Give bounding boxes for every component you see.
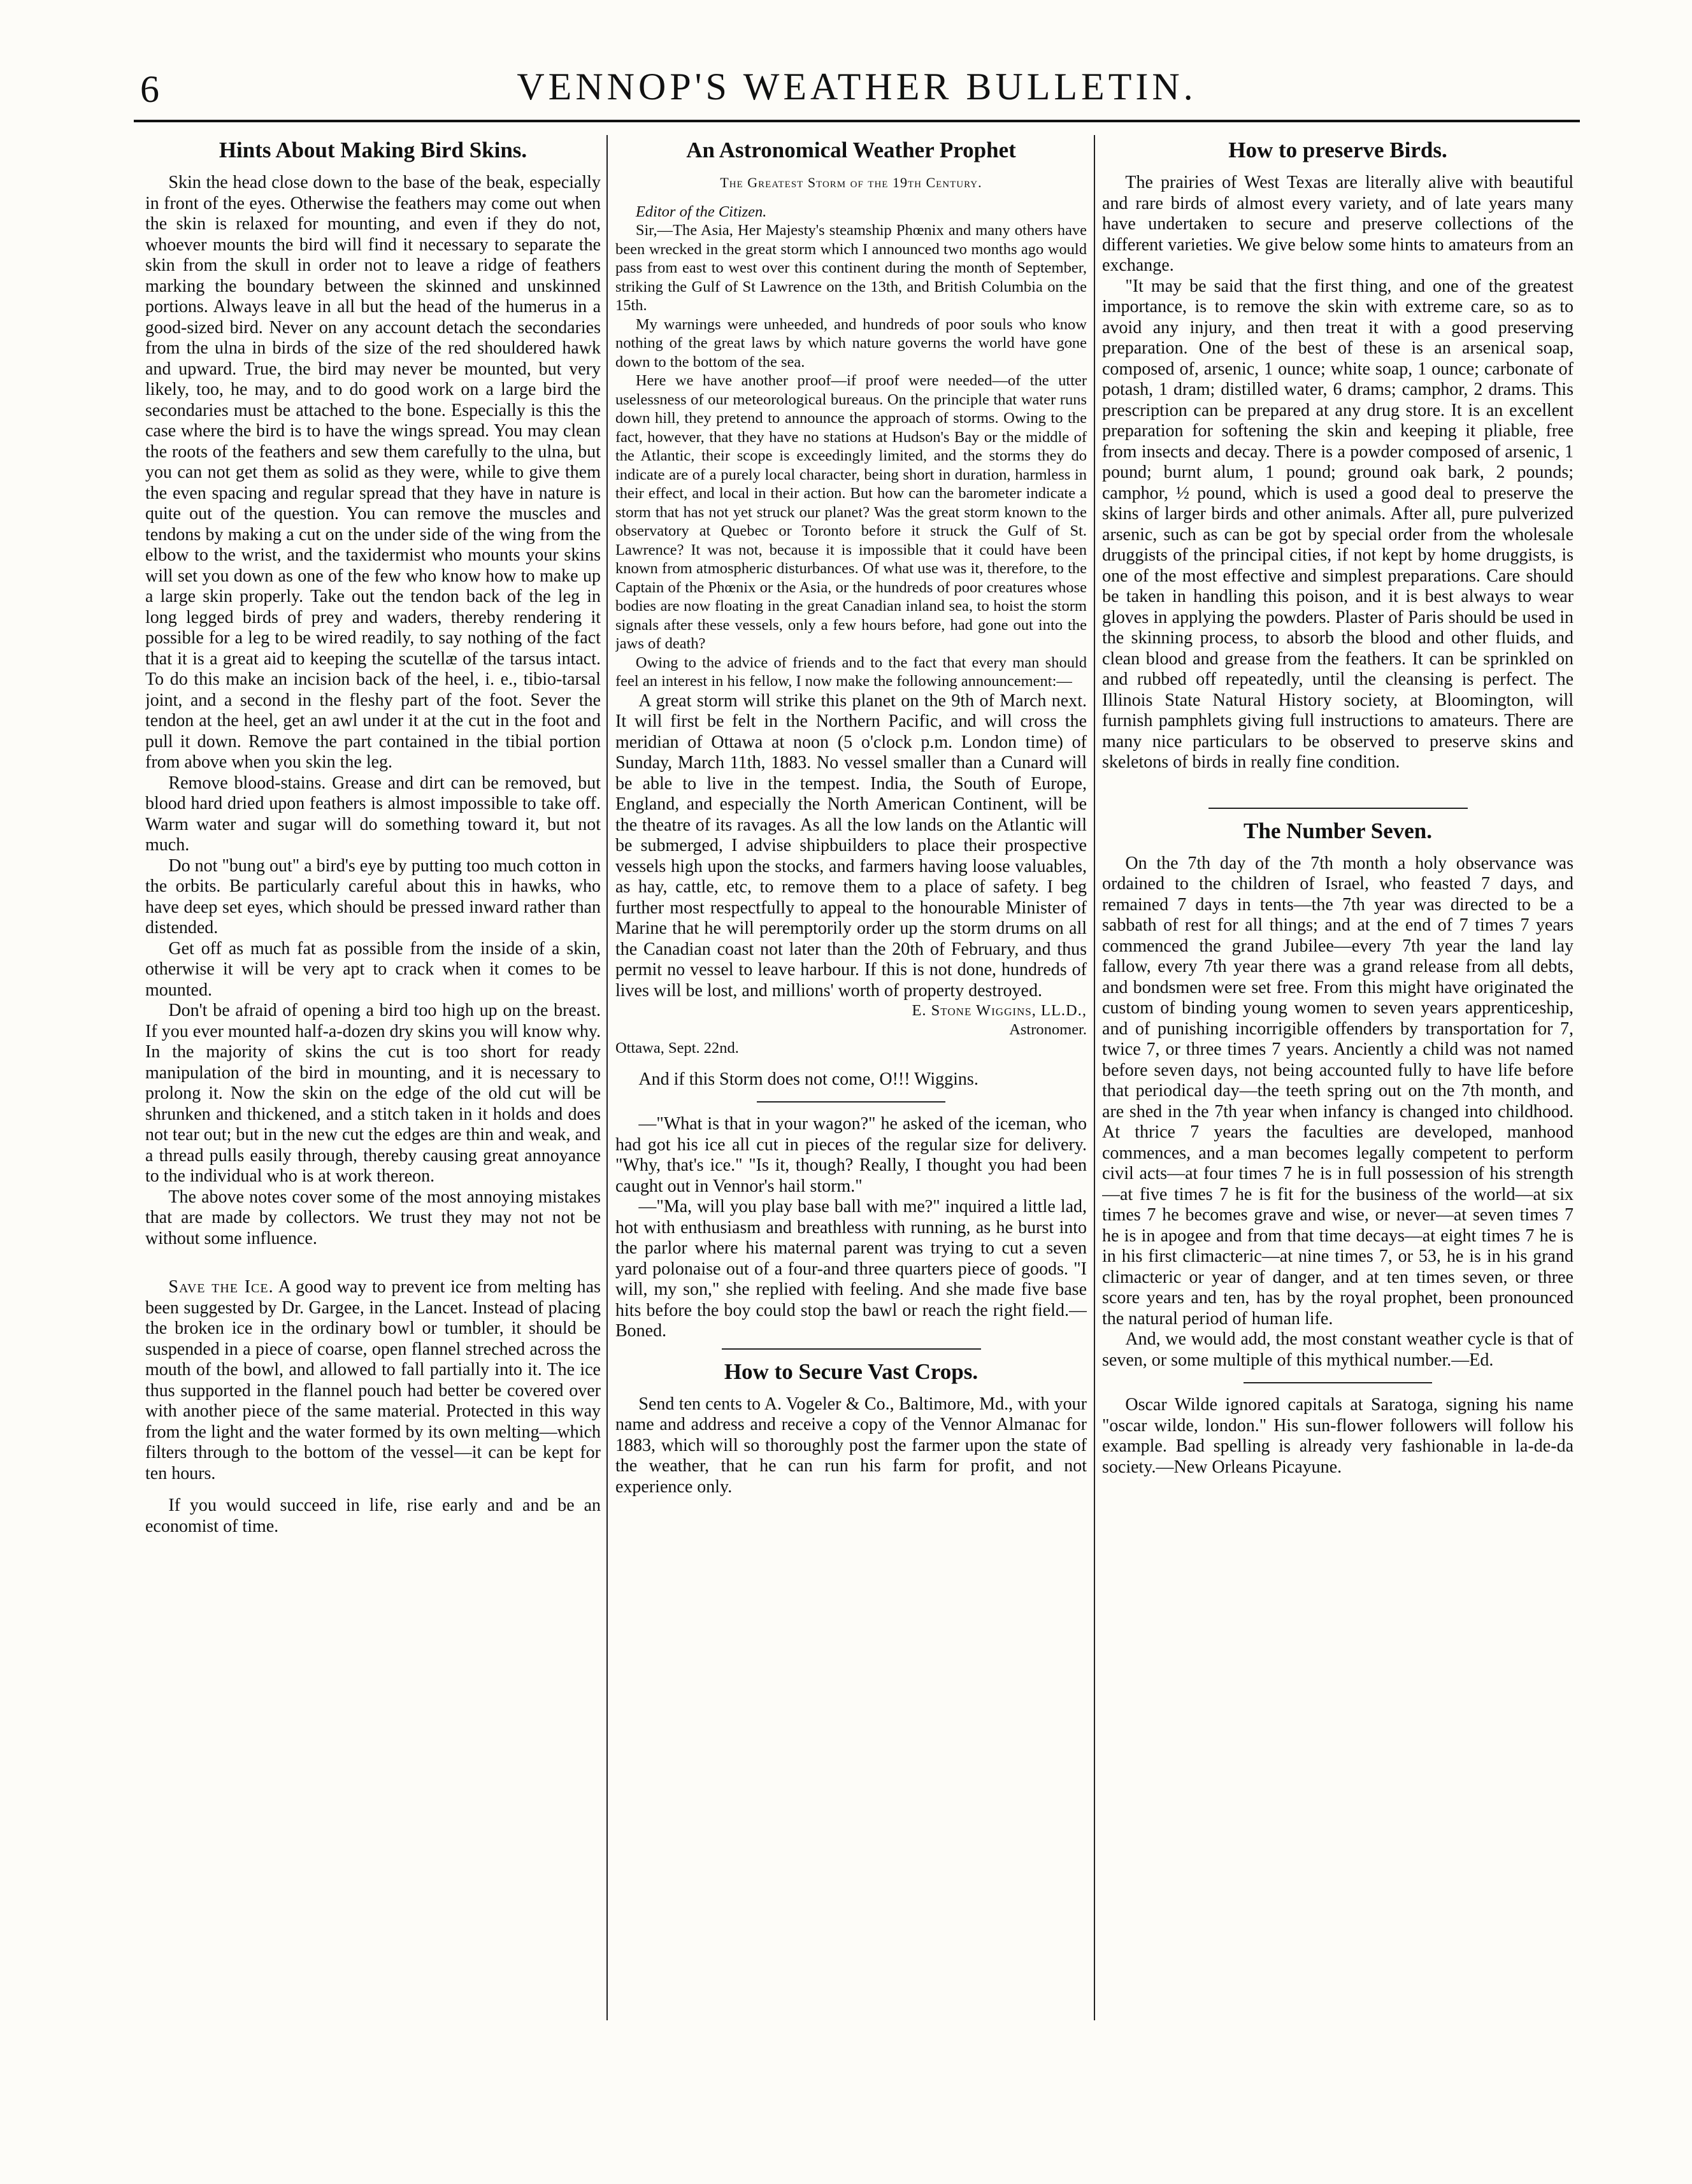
signature-title: Astronomer. [1009,1020,1087,1038]
newspaper-title: VENNOP'S WEATHER BULLETIN. [517,66,1197,108]
ice-paragraph [145,1277,601,1484]
divider-rule [1208,808,1468,809]
column-divider-left [606,135,608,2020]
column-middle [615,137,1087,2035]
column-divider-right [1094,135,1095,2020]
divider-rule [1244,1382,1432,1383]
paragraph: "It may be said that the first thing, and one of the greatest importance, is to remove the skin with extreme care, so as to avoid any injury, and then treat it with a good preserving preparation. One of the best of these is an arsenical soap, composed of, arsenic, 1 ounce; white soap, 1 ounce; carbonate of potash, 1 dram; distilled water, 6 drams; camphor, 2 drams. This prescription can be prepared at any drug store. It is an excellent preparation for softening the skin and keeping it pliable, free from insects and decay. There is a powder composed of arsenic, 1 pound; burnt alum, 1 pound; ground oak bark, 2 pounds; camphor, ½ pound, which is used a good deal to preserve the skins of larger birds and other animals. After all, pure pulverized arsenic, such as can be got by special order from the wholesale druggists of the principal cities, if not kept by home druggists, is one of the most effective and simplest preparations. Care should be taken in handling this poison, and it is best always to wear gloves in applying the powders. Plaster of Paris should be used in the skinning process, to absorb the blood and other fluids, and clean blood and grease from the feathers. It can be sprinkled on and rubbed off repeatedly, until the cleansing is perfect. The Illinois State Natural History society, at Bloomington, will furnish pamphlets giving full instructions to amateurs. There are many nice particulars to be observed to preserve skins and skeletons of birds in really fine condition. [1102,276,1574,772]
paragraph: Get off as much fat as possible from the inside of a skin, otherwise it will be very apt to crack when it comes to be mounted. [145,938,601,1000]
paragraph: The above notes cover some of the most annoying mistakes that are made by collectors. We trust they may not not be without some influence. [145,1187,601,1248]
paragraph: The prairies of West Texas are literally alive with beautiful and rare birds of almost every variety, and of late years many have undertaken to secure and preserve collections of the different varieties. We give below some hints to amateurs from an exchange. [1102,173,1574,275]
letter-paragraph: Here we have another proof—if proof were needed—of the utter uselessness of our meteorological bureaus. On the principle that water runs down hill, they pretend to announce the approach of storms. Owing to the fact, however, that they have no stations at Hudson's Bay or the middle of the Atlantic, their scope is exceedingly limited, and the storms they do indicate are of a purely local character, being short in duration, harmless in their effect, and local in their action. But how can the barometer indicate a storm that has not yet struck our planet? Was the great storm known to the observatory at Quebec or Toronto before it struck the Gulf of St. Lawrence? It was not, because it is impossible that it could have been known from atmospheric disturbances. Of what use was it, therefore, to the Captain of the Phœnix or the Asia, or the hundreds of poor creatures whose bodies are now floating in the great Canadian inland sea, to hoist the storm signals after these vessels, only a few hours before, had gone out into the jaws of death? [615,372,1087,652]
page-number: 6 [140,68,159,110]
article-heading-bird-skins: Hints About Making Bird Skins. [219,138,527,162]
article-heading-weather-prophet: An Astronomical Weather Prophet [686,138,1016,162]
ice-lead: Save the Ice. [168,1277,274,1297]
letter-paragraph: Sir,—The Asia, Her Majesty's steamship Phœnix and many others have been wrecked in the great storm which I announced two months ago would pass from east to west over this continent during the month of September, striking the Gulf of St Lawrence on the 13th, and British Columbia on the 15th. [615,222,1087,314]
column-right [1102,137,1574,1908]
letter-paragraph: My warnings were unheeded, and hundreds of poor souls who know nothing of the great laws by which nature governs the world have gone down to the bottom of the sea. [615,315,1087,371]
paragraph: Skin the head close down to the base of the beak, especially in front of the eyes. Otherwise the feathers may come out when the skin is relaxed for mounting, and even if they do not, whoever mounts the bird will find it necessary to separate the skin from the skull in order not to leave a ridge of feathers marking the boundary between the skinned and unskinned portions. Always leave in all but the head of the humerus in a good-sized bird. Never on any account detach the secondaries from the ulna in birds of the size of the red shouldered hawk and upward. True, the bird may never be mounted, but very likely, too, he may, and to do good work on a large bird the secondaries must be attached to the bone. Especially is this the case where the bird is to have the wings spread. You may clean the roots of the feathers and sew them carefully to the ulna, but you can not get them as solid as they were, while to give them the even spacing and regular spread that they have in nature is quite out of the question. You can remove the muscles and tendons by making a cut on the under side of the wing from the elbow to the wrist, and the taxidermist who mounts your skins will set you down as one of the few who know how to make up a large skin properly. Take out the tendon back of the leg in long legged birds of prey and waders, thereby rendering it possible for a leg to be wired readily, to say nothing of the fact that it is a great aid to keeping the scutellæ of the tarsus intact. To do this make an incision back of the heel, i. e., tibio-tarsal joint, and a second in the fleshy part of the foot. Sever the tendon at the heel, get an awl under it at the cut in the foot and pull it down. Remove the part contained in the tibial portion from above when you skin the leg. [145,173,601,772]
divider-rule [722,1348,981,1350]
column-left [145,137,601,2035]
signature: E. Stone Wiggins, LL.D., [912,1002,1087,1019]
letter-paragraph: Owing to the advice of friends and to the fact that every man should feel an interest in his fellow, I now make the following announcement:— [615,653,1087,690]
editor-note: And if this Storm does not come, O!!! Wiggins. [638,1069,979,1089]
article-heading-preserve-birds: How to preserve Birds. [1228,138,1447,162]
article-heading-number-seven: The Number Seven. [1244,818,1432,843]
article-heading-vast-crops: How to Secure Vast Crops. [724,1359,979,1384]
article-dek: The Greatest Storm of the 19th Century. [720,175,982,190]
divider-rule [757,1101,945,1103]
dateline: Ottawa, Sept. 22nd. [615,1039,739,1057]
storm-announcement: A great storm will strike this planet on the 9th of March next. It will first be felt in the Northern Pacific, and will cross the meridian of Ottawa at noon (5 o'clock p.m. London time) of Sunday, March 11th, 1883. No vessel smaller than a Cunard will be able to live in the tempest. India, the South of Europe, England, and especially the North American Continent, will be the theatre of its ravages. As all the low lands on the Atlantic will be submerged, I advise shipbuilders to place their prospective vessels high upon the stocks, and farmers having loose valuables, as hay, cattle, etc, to remove them to a place of safety. I beg further most respectfully to appeal to the honourable Minister of Marine that he will peremptorily order up the storm drums on all the Canadian coast not later than the 20th of February, and thus permit no vessel to leave harbour. If this is not done, hundreds of lives will be lost, and millions' worth of property destroyed. [615,690,1087,1001]
paragraph: And, we would add, the most constant weather cycle is that of seven, or some multiple of this mythical number.—Ed. [1102,1329,1574,1370]
closing-line: If you would succeed in life, rise early and and be an economist of time. [145,1495,601,1536]
paragraph: Do not "bung out" a bird's eye by putting too much cotton in the orbits. Be particularly careful about this in hawks, who have deep set eyes, which should be pressed inward rather than distended. [145,855,601,938]
paragraph: Remove blood-stains. Grease and dirt can be removed, but blood hard dried upon feathers is almost impossible to take off. Warm water and sugar will do something toward it, but not much. [145,773,601,855]
paragraph: On the 7th day of the 7th month a holy observance was ordained to the children of Israel, who feasted 7 days, and remained 7 days in tents—the 7th year was directed to be a sabbath of rest for all things; and at the end of 7 times 7 years commenced the grand Jubilee—every 7th year the land lay fallow, every 7th year there was a grand release from all debts, and bondsmen were set free. From this might have originated the custom of binding young women to seven years apprenticeship, and of punishing incorrigible offenders by transportation for 7, twice 7, or three times 7 years. Anciently a child was not named before seven days, not being accounted fully to have life before that periodical day—the teeth spring out on the 7th month, and are shed in the 7th year when infancy is changed into childhood. At thrice 7 years the faculties are developed, manhood commences, and a man becomes legally competent to perform civil acts—at four times 7 he is in full possession of his strength—at five times 7 he is fit for the business of the world—at six times 7 he becomes grave and wise, or never—at seven times 7 he is in apogee and from that time decays—at eight times 7 he is in his first climacteric—at nine times 7, or 53, he is in his grand climacteric or year of danger, and at ten times seven, or three score years and ten, has by the royal prophet, been pronounced the natural period of human life. [1102,853,1574,1329]
paragraph: Don't be afraid of opening a bird too high up on the breast. If you ever mounted half-a-dozen dry skins you will know why. In the majority of skins the cut is too short for ready manipulation of the bird in mounting, and it is necessary to prolong it. Now the skin on the edge of the old cut will be shrunken and thickened, and a stitch taken in it holds and does not tear out; but in the new cut the edges are thin and weak, and a thread pulls easily through, thereby causing great annoyance to the individual who is at work thereon. [145,1001,601,1186]
masthead [127,64,1586,125]
joke-paragraph: —"What is that in your wagon?" he asked of the iceman, who had got his ice all cut in pieces of the regular size for delivery. "Why, that's ice." "Is it, though? Really, I thought you had been caught out in Vennor's hail storm." [615,1114,1087,1196]
wilde-paragraph: Oscar Wilde ignored capitals at Saratoga, signing his name "oscar wilde, london." His sun-flower followers will follow his example. Bad spelling is already very fashionable in la-de-da society.—New Orleans Picayune. [1102,1395,1574,1477]
paragraph: Send ten cents to A. Vogeler & Co., Baltimore, Md., with your name and address and receive a copy of the Vennor Almanac for 1883, which will so thoroughly post the farmer upon the state of the weather, that he can run his farm for profit, and not experience only. [615,1394,1087,1497]
joke-paragraph: —"Ma, will you play base ball with me?" inquired a little lad, hot with enthusiasm and breathless with running, as he burst into the parlor where his maternal parent was trying to cut a seven yard polonaise out of a four-and three quarters piece of goods. "I will, my son," she replied with feeling. And she made five base hits before the boy could stop the bawl or reach the right field.—Boned. [615,1197,1087,1341]
header-rule [134,120,1580,122]
salutation: Editor of the Citizen. [635,203,767,220]
ice-text: A good way to prevent ice from melting has been suggested by Dr. Gargee, in the Lancet. Instead of placing the broken ice in the ordinary bowl or tumbler, it should be suspended in a piece of coarse, open flannel streched across the mouth of the bowl, and allowed to fall partially into it. The ice thus supported in the flannel pouch had better be covered over with another piece of the same material. Protected in this way from the light and the water formed by its own melting—which filters through to the bottom of the vessel—it can be kept for ten hours. [145,1277,601,1483]
